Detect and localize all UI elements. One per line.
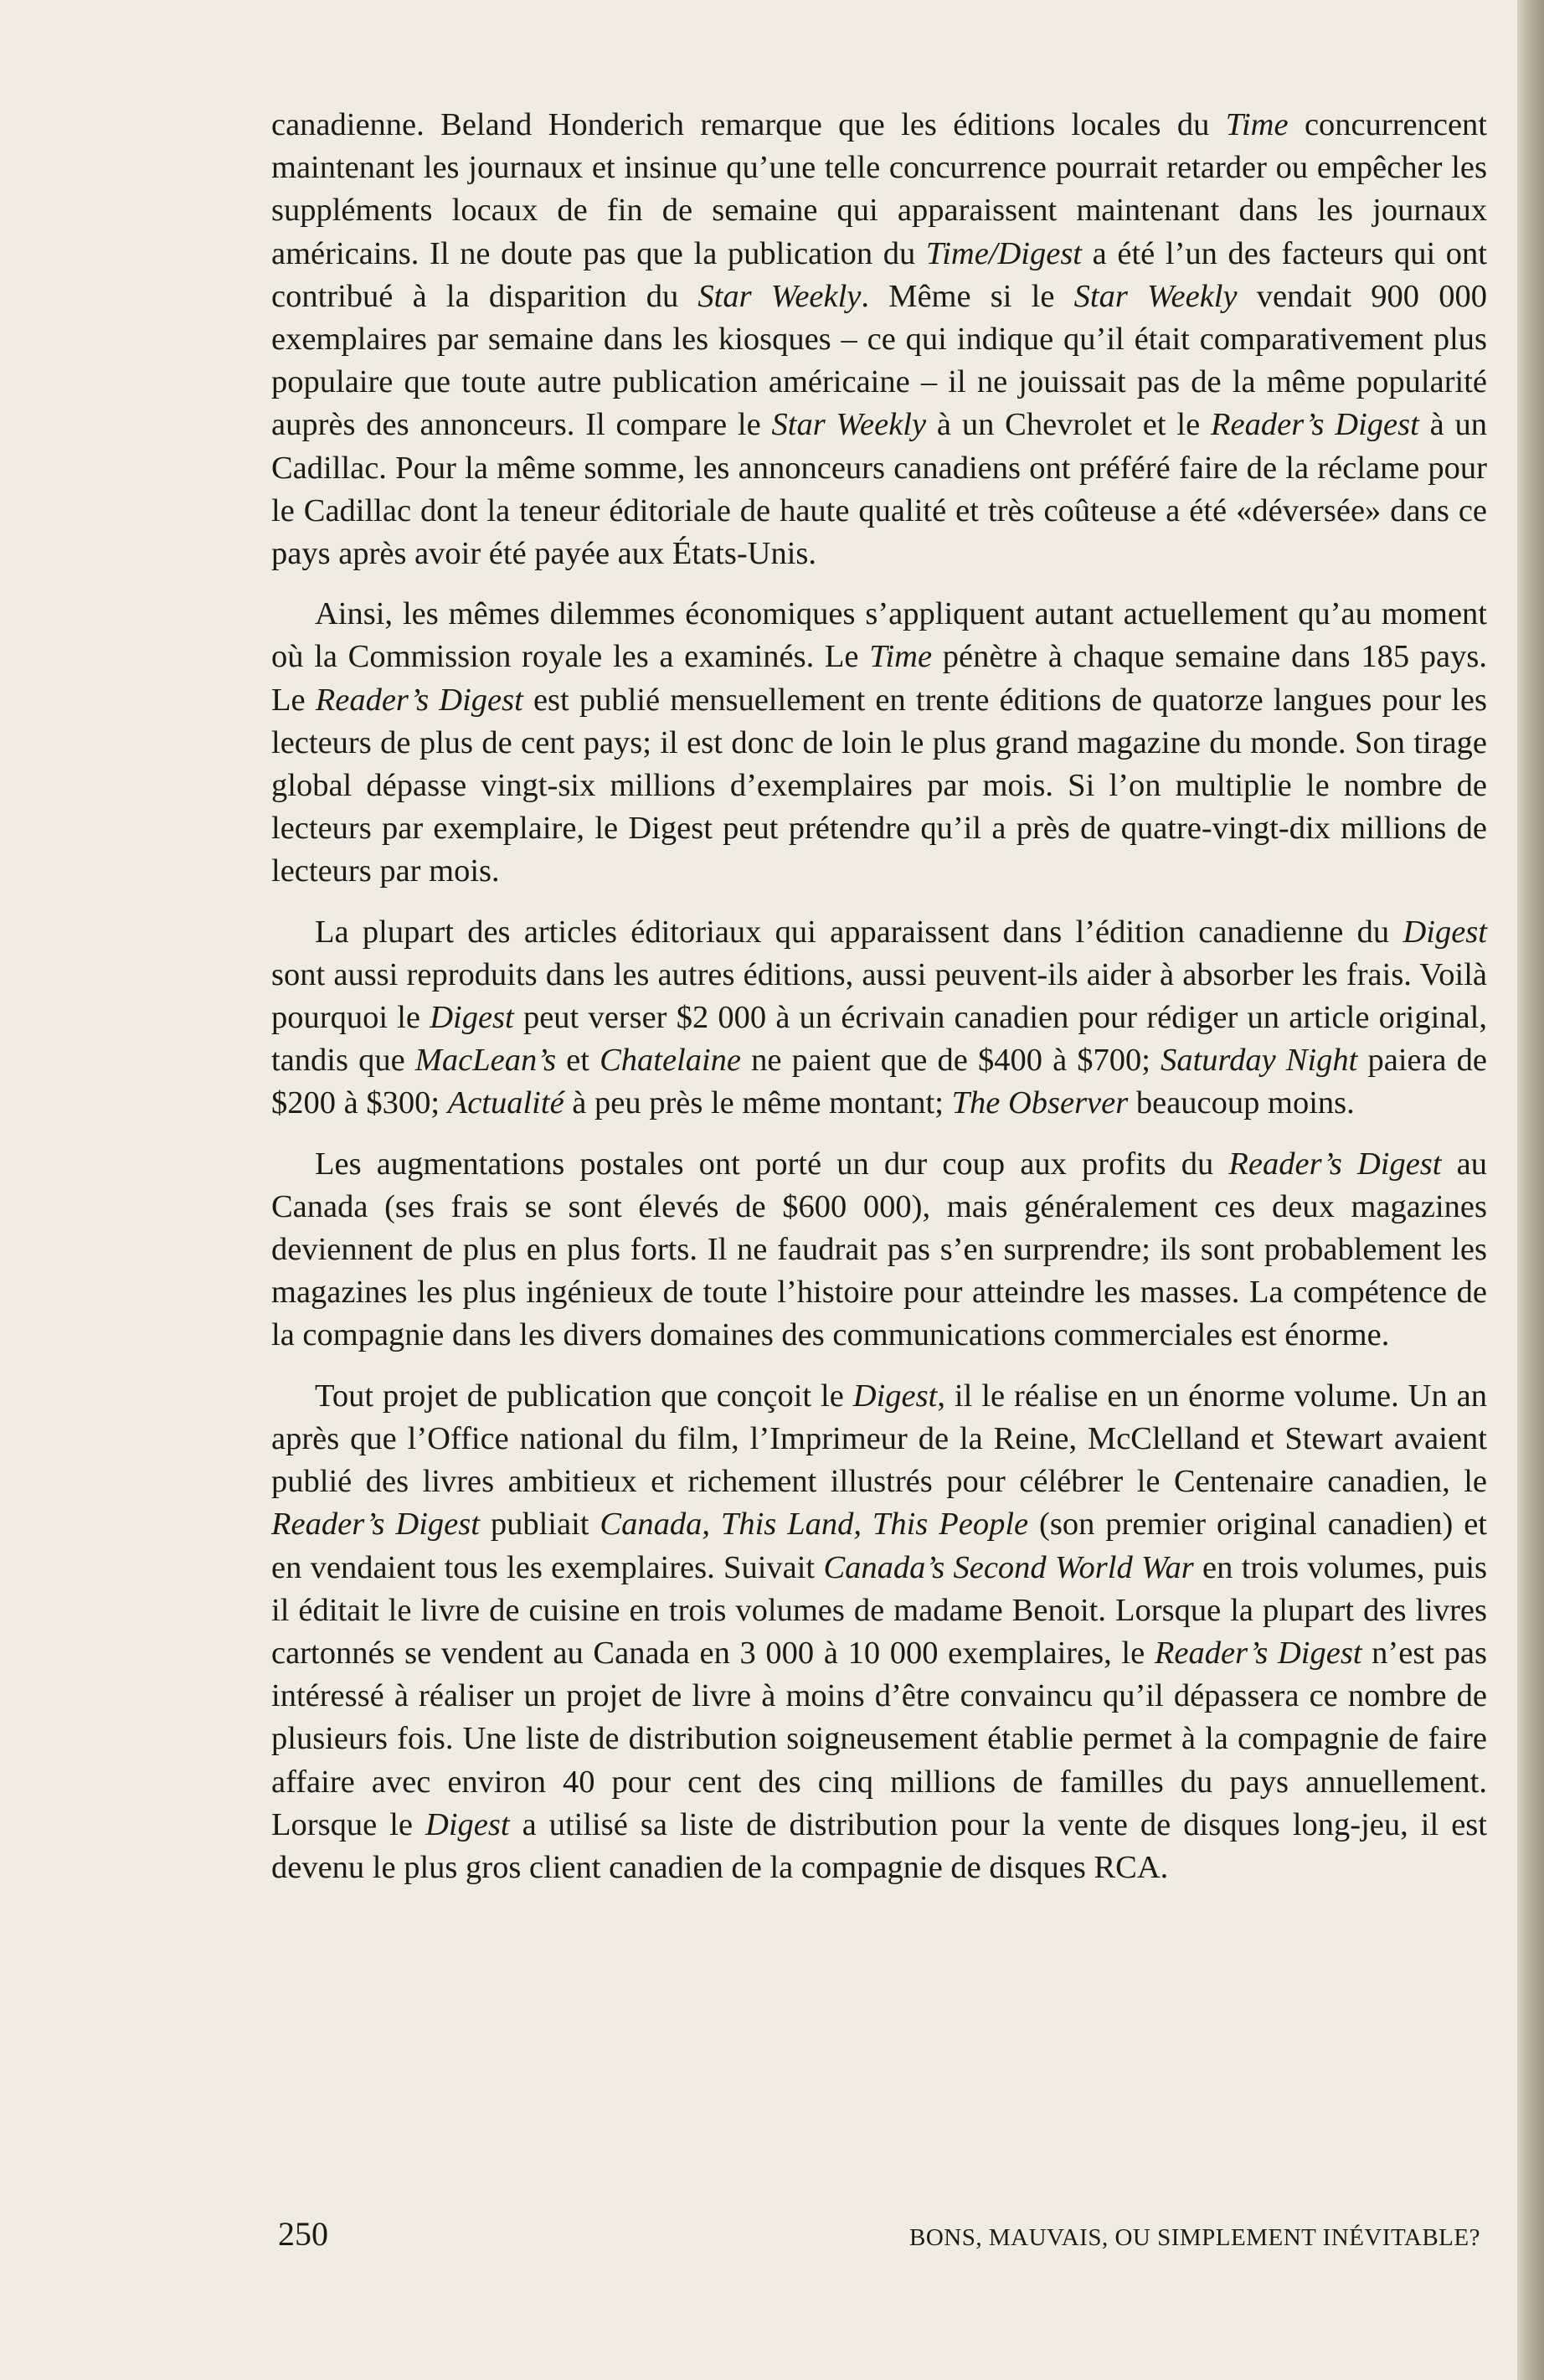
italic-title-text: Canada, This Land, This People (600, 1507, 1029, 1543)
text-run: vendait 900 000 exemplaires par semaine dans les kiosques – ce qui indique qu’il était comparativement plus populaire que toute autre publication américaine – il ne jouissait pas de la même popularité auprès des annonceurs. Il compare le (271, 278, 1487, 443)
italic-title-text: Time (1225, 107, 1289, 142)
paragraph (271, 1375, 1487, 1889)
text-run: paiera de $200 à $300; (271, 1043, 1487, 1121)
italic-title-text: Digest (430, 1000, 514, 1036)
text-run: au Canada (ses frais se sont élevés de $600 000), mais généralement ces deux magazines deviennent de plus en plus forts. Il ne faudrait pas s’en surprendre; ils sont probablement les magazines les plus ingénieux de toute l’histoire pour atteindre les masses. La compétence de la compagnie dans les divers domaines des communications commerciales est énorme. (271, 1146, 1487, 1353)
text-run: (son premier original canadien) et en vendaient tous les exemplaires. Suivait (271, 1507, 1487, 1585)
text-run: à un Cadillac. Pour la même somme, les annonceurs canadiens ont préféré faire de la réclame pour le Cadillac dont la teneur éditoriale de haute qualité et très coûteuse a été «déversée» dans ce pays après avoir été payée aux États-Unis. (271, 407, 1488, 572)
italic-title-text: Chatelaine (600, 1043, 742, 1079)
page-edge-shadow (1517, 0, 1544, 2380)
italic-title-text: Star Weekly (771, 407, 927, 443)
running-title: BONS, MAUVAIS, OU SIMPLEMENT INÉVITABLE? (908, 2224, 1480, 2251)
text-run: peut verser $2 000 à un écrivain canadien pour rédiger un article original, tandis que (271, 1000, 1487, 1079)
text-run: , il le réalise en un énorme volume. Un an après que l’Office national du film, l’Imprimeur de la Reine, McClelland et Stewart avaient publié des livres ambitieux et richement illustrés pour célébrer le Centenaire canadien, le (271, 1378, 1488, 1500)
text-run: Les augmentations postales ont porté un dur coup aux profits du (315, 1146, 1229, 1182)
text-run: ne paient que de $400 à $700; (741, 1043, 1161, 1079)
text-run: a utilisé sa liste de distribution pour la vente de disques long-jeu, il est devenu le plus gros client canadien de la compagnie de disques RCA. (271, 1806, 1487, 1885)
text-run: canadienne. Beland Honderich remarque que les éditions locales du (271, 107, 1226, 142)
text-run: beaucoup moins. (1128, 1085, 1355, 1121)
text-run: sont aussi reproduits dans les autres éditions, aussi peuvent-ils aider à absorber les frais. Voilà pourquoi le (271, 956, 1487, 1036)
text-run: à peu près le même montant; (564, 1085, 952, 1121)
page-footer (278, 2214, 1480, 2254)
italic-title-text: The Observer (951, 1085, 1129, 1121)
italic-title-text: Digest (1402, 914, 1487, 950)
italic-title-text: Star Weekly (697, 278, 862, 314)
text-run: concurrencent maintenant les journaux et insinue qu’une telle concurrence pourrait retarder ou empêcher les suppléments locaux de fin de semaine qui apparaissent maintenant dans les journaux américains. Il ne doute pas que la publication du (271, 107, 1487, 271)
italic-title-text: Reader’s Digest (315, 682, 523, 718)
text-run: à un Chevrolet et le (926, 407, 1211, 443)
italic-title-text: Star Weekly (1073, 278, 1238, 314)
text-run: et (556, 1043, 600, 1079)
page-number: 250 (278, 2215, 328, 2253)
italic-title-text: Reader’s Digest (1228, 1146, 1442, 1182)
text-run: Ainsi, les mêmes dilemmes économiques s’appliquent autant actuellement qu’au moment où la Commission royale les a examinés. Le (271, 596, 1487, 675)
body-text (271, 104, 1487, 1907)
text-run: a été l’un des facteurs qui ont contribué à la disparition du (271, 235, 1487, 314)
italic-title-text: Actualité (447, 1085, 564, 1121)
italic-title-text: Digest (425, 1806, 510, 1842)
italic-title-text: Reader’s Digest (1211, 407, 1419, 443)
italic-title-text: Reader’s Digest (271, 1507, 480, 1543)
text-run: . Même si le (861, 278, 1074, 314)
text-run: publiait (479, 1507, 600, 1543)
italic-title-text: Digest (852, 1378, 938, 1414)
text-run: n’est pas intéressé à réaliser un projet de livre à moins d’être convaincu qu’il dépassera ce nombre de plusieurs fois. Une liste de distribution soigneusement établie permet à la compagnie de faire affaire avec environ 40 pour cent des cinq millions de familles du pays annuellement. Lorsque le (271, 1635, 1487, 1842)
text-run: est publié mensuellement en trente éditions de quatorze langues pour les lecteurs de plus de cent pays; il est donc de loin le plus grand magazine du monde. Son tirage global dépasse vingt-six millions d’exemplaires par mois. Si l’on multiplie le nombre de lecteurs par exemplaire, le Digest peut prétendre qu’il a près de quatre-vingt-dix millions de lecteurs par mois. (271, 682, 1487, 889)
paragraph (271, 104, 1487, 575)
italic-title-text: Saturday Night (1161, 1043, 1358, 1079)
italic-title-text: Reader’s Digest (1154, 1635, 1362, 1671)
paragraph (271, 1143, 1487, 1357)
italic-title-text: Canada’s Second World War (823, 1549, 1194, 1585)
italic-title-text: Time/Digest (925, 235, 1082, 271)
text-run: Tout projet de publication que conçoit le (315, 1378, 853, 1414)
italic-title-text: Time (869, 639, 933, 675)
italic-title-text: MacLean’s (414, 1043, 557, 1079)
paragraph (271, 593, 1487, 893)
paragraph (271, 911, 1487, 1126)
text-run: La plupart des articles éditoriaux qui apparaissent dans l’édition canadienne du (315, 914, 1403, 950)
text-run: pénètre à chaque semaine dans 185 pays. Le (271, 639, 1487, 718)
text-run: en trois volumes, puis il éditait le livre de cuisine en trois volumes de madame Benoit. Lorsque la plupart des livres cartonnés se vendent au Canada en 3 000 à 10 000 exemplaires, le (271, 1549, 1488, 1671)
